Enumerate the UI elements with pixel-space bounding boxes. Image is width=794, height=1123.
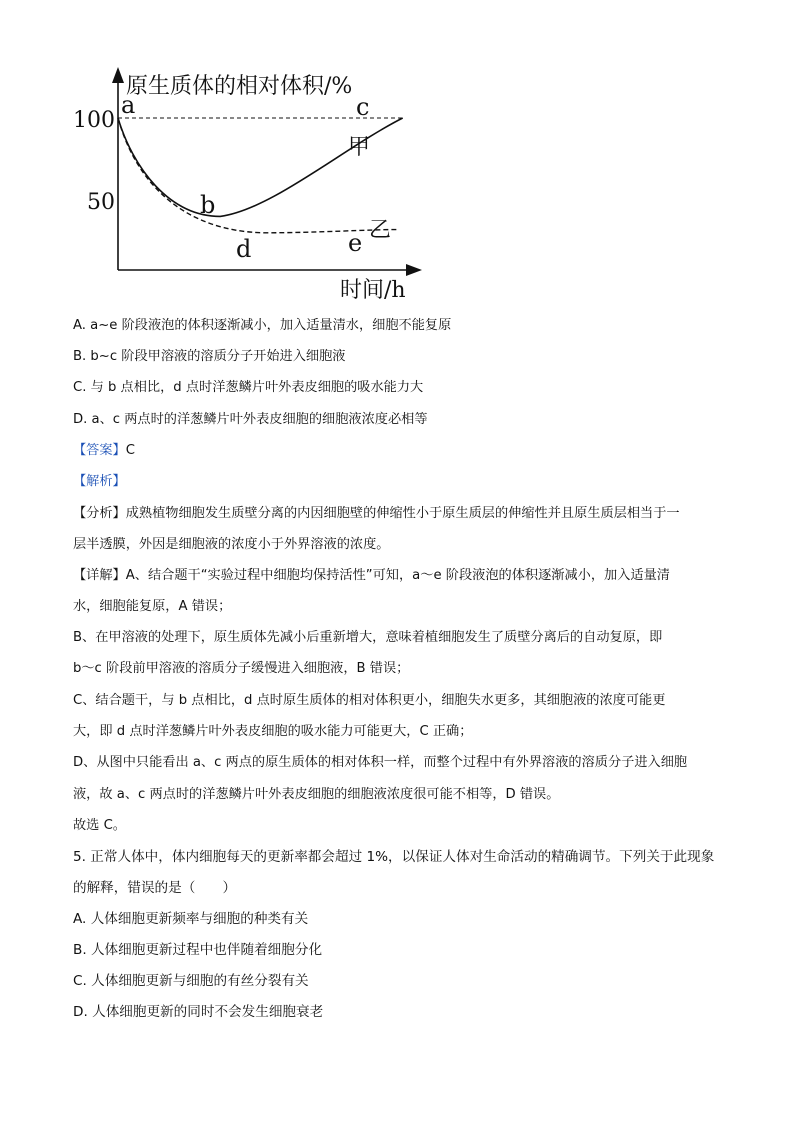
series-label-jia: 甲 — [348, 135, 371, 160]
ytick-50: 50 — [87, 190, 115, 215]
xiangjie-tag: 【详解】 — [73, 568, 126, 583]
ytick-100: 100 — [73, 108, 115, 133]
series-label-yi: 乙 — [369, 218, 392, 243]
xiangjie-line-2: 水，细胞能复原，A 错误； — [73, 599, 232, 614]
x-axis-arrow — [406, 264, 422, 276]
option-b: B. b~c 阶段甲溶液的溶质分子开始进入细胞液 — [73, 349, 346, 364]
y-axis-arrow — [112, 67, 124, 83]
xiangjie-line-8: 液，故 a、c 两点时的洋葱鳞片叶外表皮细胞的细胞液浓度很可能不相等，D 错误。 — [73, 787, 560, 802]
analysis-tag: 【解析】 — [73, 474, 126, 489]
question5-option-b: B. 人体细胞更新过程中也伴随着细胞分化 — [73, 942, 323, 958]
option-d: D. a、c 两点时的洋葱鳞片叶外表皮细胞的细胞液浓度必相等 — [73, 412, 428, 427]
question5-option-a: A. 人体细胞更新频率与细胞的种类有关 — [73, 911, 309, 927]
xiangjie-line-6: 大，即 d 点时洋葱鳞片叶外表皮细胞的吸水能力可能更大，C 正确； — [73, 724, 473, 739]
point-label-c: c — [356, 93, 370, 121]
xiangjie-line-1: 【详解】A、结合题干“实验过程中细胞均保持活性”可知，a～e 阶段液泡的体积逐渐减小，加入适量清 — [73, 568, 670, 583]
question5-option-d: D. 人体细胞更新的同时不会发生细胞衰老 — [73, 1004, 324, 1020]
answer-value: C — [125, 443, 135, 458]
curve-jia — [118, 118, 403, 216]
option-a: A. a~e 阶段液泡的体积逐渐减小，加入适量清水，细胞不能复原 — [73, 318, 452, 333]
xiangjie-line-4: b～c 阶段前甲溶液的溶质分子缓慢进入细胞液，B 错误； — [73, 661, 410, 676]
volume-time-chart — [60, 55, 440, 305]
question5-option-c: C. 人体细胞更新与细胞的有丝分裂有关 — [73, 973, 309, 989]
conclusion: 故选 C。 — [73, 818, 126, 833]
answer — [73, 442, 135, 460]
xiangjie-line-3: B、在甲溶液的处理下，原生质体先减小后重新增大，意味着植细胞发生了质壁分离后的自动复原，即 — [73, 630, 663, 645]
point-label-d: d — [236, 235, 252, 263]
question5-stem-1: 5. 正常人体中，体内细胞每天的更新率都会超过 1%，以保证人体对生命活动的精确调节。下列关于此现象 — [73, 849, 715, 865]
y-axis-label: 原生质体的相对体积/% — [126, 74, 353, 99]
point-label-b: b — [200, 191, 216, 219]
option-c: C. 与 b 点相比，d 点时洋葱鳞片叶外表皮细胞的吸水能力大 — [73, 380, 424, 395]
question5-stem-2: 的解释，错误的是（ ） — [73, 880, 237, 896]
point-label-a: a — [121, 91, 136, 119]
xiangjie-line-7: D、从图中只能看出 a、c 两点的原生质体的相对体积一样，而整个过程中有外界溶液的溶质分子进入细胞 — [73, 755, 688, 770]
x-axis-label: 时间/h — [340, 278, 406, 303]
fenxi-tag: 【分析】 — [73, 506, 126, 521]
point-label-e: e — [348, 229, 363, 257]
xiangjie-line-5: C、结合题干，与 b 点相比，d 点时原生质体的相对体积更小，细胞失水更多，其细胞液的浓度可能更 — [73, 693, 666, 708]
answer-tag: 【答案】 — [73, 443, 126, 458]
fenxi-line-1: 【分析】成熟植物细胞发生质壁分离的内因细胞壁的伸缩性小于原生质层的伸缩性并且原生质层相当于一 — [73, 506, 680, 521]
fenxi-line-2: 层半透膜，外因是细胞液的浓度小于外界溶液的浓度。 — [73, 537, 390, 552]
